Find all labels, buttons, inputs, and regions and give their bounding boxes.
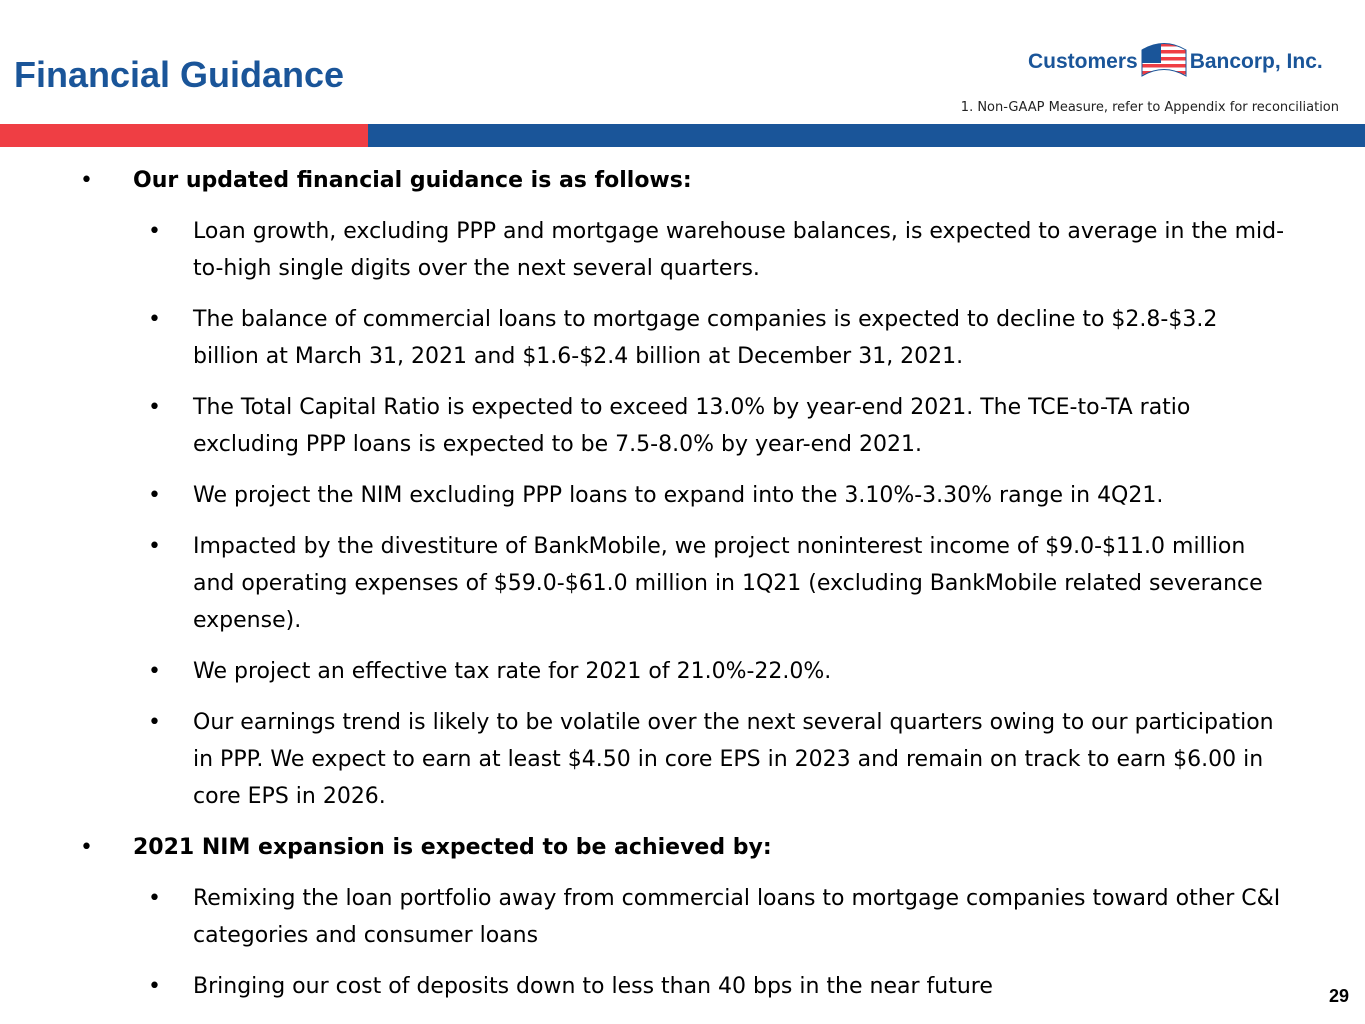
page-number: 29 [1328, 986, 1349, 1006]
list-item: • We project an effective tax rate for 2021 of 21.0%-22.0%. [0, 653, 1365, 690]
list-item: • The Total Capital Ratio is expected to exceed 13.0% by year-end 2021. The TCE-to-TA ratio excluding PPP loans is expected to be 7.5-8.0% by year-end 2021. [0, 389, 1365, 463]
logo-text-right: Bancorp, Inc. [1189, 50, 1323, 73]
section-heading-nim: • 2021 NIM expansion is expected to be achieved by: [0, 829, 1365, 866]
bullet-icon: • [80, 168, 93, 193]
bullet-icon: • [148, 974, 161, 999]
list-item: • Loan growth, excluding PPP and mortgage warehouse balances, is expected to average in the mid-to-high single digits over the next several quarters. [0, 213, 1365, 287]
bullet-icon: • [148, 534, 161, 559]
bullet-icon: • [148, 659, 161, 684]
header-bar-blue [368, 124, 1365, 147]
list-item: • Our earnings trend is likely to be volatile over the next several quarters owing to our participation in PPP. We expect to earn at least $4.50 in core EPS in 2023 and remain on track to earn $6.00 in core EPS in 2026. [0, 704, 1365, 815]
bullet-icon: • [148, 483, 161, 508]
footnote: 1. Non-GAAP Measure, refer to Appendix for reconciliation [960, 100, 1339, 115]
flag-icon [1139, 41, 1189, 83]
bullet-icon: • [148, 395, 161, 420]
page-title: Financial Guidance [14, 54, 345, 95]
bullet-icon: • [148, 710, 161, 735]
list-item: • Bringing our cost of deposits down to less than 40 bps in the near future [0, 968, 1365, 1005]
slide-content [0, 162, 1365, 1019]
bullet-icon: • [148, 219, 161, 244]
list-item: • Impacted by the divestiture of BankMobile, we project noninterest income of $9.0-$11.0 million and operating expenses of $59.0-$61.0 million in 1Q21 (excluding BankMobile related severance expense). [0, 528, 1365, 639]
company-logo [1028, 40, 1323, 84]
list-item: • Remixing the loan portfolio away from commercial loans to mortgage companies toward other C&I categories and consumer loans [0, 880, 1365, 954]
bullet-icon: • [148, 307, 161, 332]
bullet-icon: • [148, 886, 161, 911]
list-item: • We project the NIM excluding PPP loans to expand into the 3.10%-3.30% range in 4Q21. [0, 477, 1365, 514]
logo-text-left: Customers [1028, 50, 1138, 73]
bullet-icon: • [80, 835, 93, 860]
header-bar-red [0, 124, 368, 147]
section-heading-guidance: • Our updated financial guidance is as follows: [0, 162, 1365, 199]
list-item: • The balance of commercial loans to mortgage companies is expected to decline to $2.8-$3.2 billion at March 31, 2021 and $1.6-$2.4 billion at December 31, 2021. [0, 301, 1365, 375]
